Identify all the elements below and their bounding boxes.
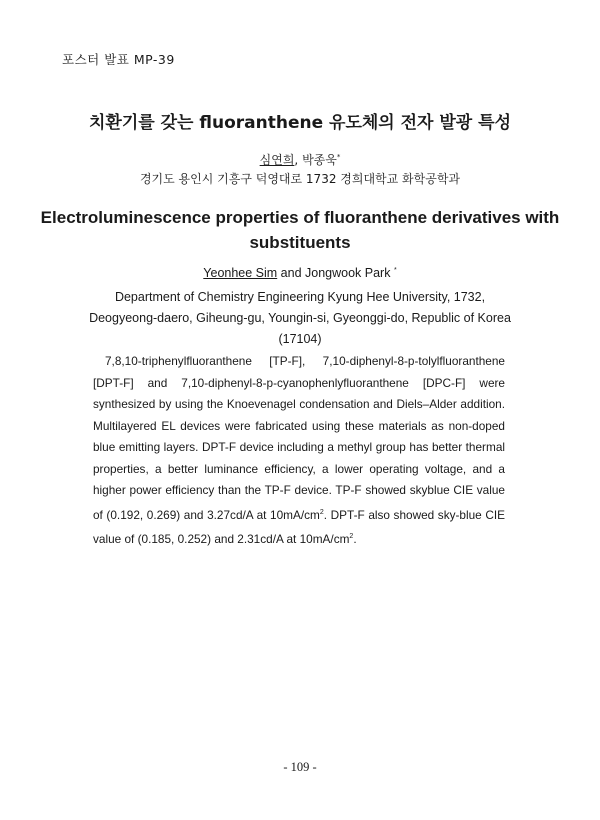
corresponding-mark: * [336,153,341,161]
superscript: 2 [319,508,324,516]
korean-title: 치환기를 갖는 fluoranthene 유도체의 전자 발광 특성 [89,113,511,133]
abstract-text: . DPT-F also showed sky-blue CIE value of (0.185, 0.252) and 2.31cd/A at 10mA/cm [93,507,506,546]
page-number: - 109 - [283,760,317,774]
korean-authors [0,151,600,168]
english-title: Electroluminescence properties of fluoranthene derivatives with substituents [40,208,560,252]
affiliation-line: (17104) [278,332,322,346]
korean-author-presenter: 심연희 [259,153,295,167]
korean-author-separator: , [294,153,303,167]
korean-author-corresponding: 박종욱 [302,153,337,167]
korean-affiliation: 경기도 용인시 기흥구 덕영대로 1732 경희대학교 화학공학과 [139,172,461,186]
affiliation-line: Deogyeong-daero, Giheung-gu, Youngin-si, Gyeonggi-do, Republic of Korea [89,311,511,325]
english-author-join: and Jongwook Park [277,266,394,280]
english-author-presenter: Yeonhee Sim [203,266,278,280]
superscript: 2 [349,532,354,540]
poster-session-tag: 포스터 발표 MP-39 [62,52,175,67]
abstract-text: . [353,531,357,546]
affiliation-line: Department of Chemistry Engineering Kyung Hee University, 1732, [114,290,486,304]
english-authors [0,266,600,280]
english-affiliation [80,287,520,350]
abstract-text: 7,8,10-triphenylfluoranthene [TP-F], 7,10-diphenyl-8-p-tolylfluoranthene [DPT-F] and 7,10-diphenyl-8-p-cyanophenlyfluoranthene [DPC-F] were synthesized by using the Knoevenagel condensation and Diels–Alder addition. Multilayered EL devices were fabricated using these materials as non-doped blue emitting layers. DPT-F device including a methyl group has better thermal properties, a better luminance efficiency, a lower operating voltage, and a higher power efficiency than the TP-F device. TP-F showed skyblue CIE value of (0.192, 0.269) and 3.27cd/A at 10mA/cm [93,354,505,522]
abstract-body [93,351,505,550]
corresponding-mark: * [393,266,397,274]
